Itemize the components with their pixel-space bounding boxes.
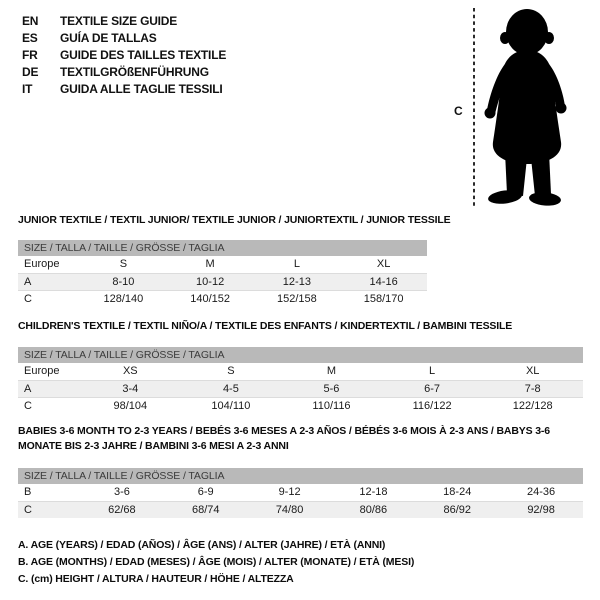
table-row: [18, 380, 583, 397]
lang-row-fr: [22, 47, 226, 64]
value-cell: 8-10: [112, 276, 135, 288]
value-cell: 86/92: [443, 504, 471, 516]
row-label-cell: Europe: [24, 258, 60, 270]
value-cell: M: [205, 258, 215, 270]
row-label-cell: C: [24, 400, 32, 412]
table-row: [18, 290, 427, 307]
value-cell: 116/122: [412, 400, 452, 412]
size-header-bar: SIZE / TALLA / TAILLE / GRÖSSE / TAGLIA: [18, 468, 583, 484]
value-cell: 7-8: [524, 383, 541, 395]
value-cell: 14-16: [369, 276, 398, 288]
value-cell: 6-9: [197, 486, 214, 498]
size-header-bar: SIZE / TALLA / TAILLE / GRÖSSE / TAGLIA: [18, 240, 427, 256]
table-row: [18, 484, 583, 501]
lang-title: GUIDE DES TAILLES TEXTILE: [60, 48, 227, 62]
table-body: [18, 256, 427, 307]
row-label-cell: C: [24, 293, 32, 305]
value-cell: 158/170: [363, 293, 404, 305]
value-cell: 152/158: [276, 293, 317, 305]
value-cell: 24-36: [527, 486, 556, 498]
value-cell: 98/104: [113, 400, 148, 412]
legend-line-a: A. AGE (YEARS) / EDAD (AÑOS) / ÂGE (ANS) / ALTER (JAHRE) / ETÀ (ANNI): [18, 539, 386, 551]
junior-size-table: [18, 240, 427, 307]
value-cell: 6-7: [424, 383, 441, 395]
value-cell: 68/74: [191, 504, 220, 516]
children-size-table: [18, 347, 583, 414]
value-cell: 12-13: [282, 276, 311, 288]
value-cell: 110/116: [312, 400, 351, 412]
lang-code: FR: [22, 48, 38, 62]
lang-code: DE: [22, 65, 39, 79]
value-cell: XL: [525, 365, 540, 377]
table-row: [18, 397, 583, 414]
value-cell: 5-6: [323, 383, 340, 395]
lang-title: GUIDA ALLE TAGLIE TESSILI: [60, 82, 223, 96]
lang-row-en: [22, 13, 226, 30]
babies-section-title: BABIES 3-6 MONTH TO 2-3 YEARS / BEBÉS 3-6 MESES A 2-3 AÑOS / BÉBÉS 3-6 MOIS À 2-3 ANS / BABYS 3-6 MONATE BIS 2-3 JAHRE / BAMBINI 3-6 MESI A 2-3 ANNI: [18, 425, 550, 452]
value-cell: 3-6: [113, 486, 130, 498]
row-label-cell: A: [24, 276, 32, 288]
table-row: [18, 501, 583, 518]
value-cell: 80/86: [359, 504, 388, 516]
value-cell: 18-24: [443, 486, 472, 498]
value-cell: S: [227, 365, 235, 377]
babies-size-table: [18, 468, 583, 518]
value-cell: 122/128: [512, 400, 553, 412]
value-cell: 74/80: [275, 504, 304, 516]
value-cell: 128/140: [103, 293, 144, 305]
value-cell: 4-5: [222, 383, 239, 395]
value-cell: 140/152: [190, 293, 230, 305]
lang-code: ES: [22, 31, 38, 45]
value-cell: 12-18: [359, 486, 388, 498]
row-label-cell: Europe: [24, 365, 60, 377]
table-body: [18, 484, 583, 518]
lang-row-es: [22, 30, 226, 47]
measurement-legend: [18, 537, 414, 588]
row-label-cell: C: [24, 504, 32, 516]
height-measure-line: [472, 8, 476, 208]
lang-title: TEXTILGRÖßENFÜHRUNG: [60, 65, 209, 79]
value-cell: S: [119, 258, 128, 270]
legend-line-c: C. (cm) HEIGHT / ALTURA / HAUTEUR / HÖHE / ALTEZZA: [18, 573, 294, 585]
value-cell: L: [293, 258, 300, 270]
table-row: [18, 363, 583, 380]
row-label-cell: A: [24, 383, 32, 395]
table-row: [18, 256, 427, 273]
table-body: [18, 363, 583, 414]
measure-label-c: C: [454, 104, 463, 118]
lang-title: GUÍA DE TALLAS: [60, 31, 157, 45]
value-cell: 3-4: [122, 383, 139, 395]
table-row: [18, 273, 427, 290]
value-cell: XL: [376, 258, 391, 270]
lang-row-de: [22, 64, 226, 81]
lang-title: TEXTILE SIZE GUIDE: [60, 14, 178, 28]
value-cell: XS: [122, 365, 138, 377]
value-cell: M: [326, 365, 337, 377]
size-header-bar: SIZE / TALLA / TAILLE / GRÖSSE / TAGLIA: [18, 347, 583, 363]
lang-code: IT: [22, 82, 33, 96]
baby-silhouette-icon: [477, 6, 595, 210]
value-cell: 10-12: [196, 276, 225, 288]
children-section-title: CHILDREN'S TEXTILE / TEXTIL NIÑO/A / TEXTILE DES ENFANTS / KINDERTEXTIL / BAMBINI TESSILE: [18, 320, 513, 332]
value-cell: L: [429, 365, 436, 377]
junior-section-title: JUNIOR TEXTILE / TEXTIL JUNIOR/ TEXTILE JUNIOR / JUNIORTEXTIL / JUNIOR TESSILE: [18, 214, 451, 226]
value-cell: 92/98: [527, 504, 555, 516]
value-cell: 104/110: [211, 400, 251, 412]
legend-line-b: B. AGE (MONTHS) / EDAD (MESES) / ÂGE (MOIS) / ALTER (MONATE) / ETÀ (MESI): [18, 556, 415, 568]
language-title-list: [22, 13, 226, 98]
lang-row-it: [22, 81, 226, 98]
row-label-cell: B: [24, 486, 32, 498]
value-cell: 62/68: [108, 504, 136, 516]
value-cell: 9-12: [278, 486, 301, 498]
lang-code: EN: [22, 14, 39, 28]
